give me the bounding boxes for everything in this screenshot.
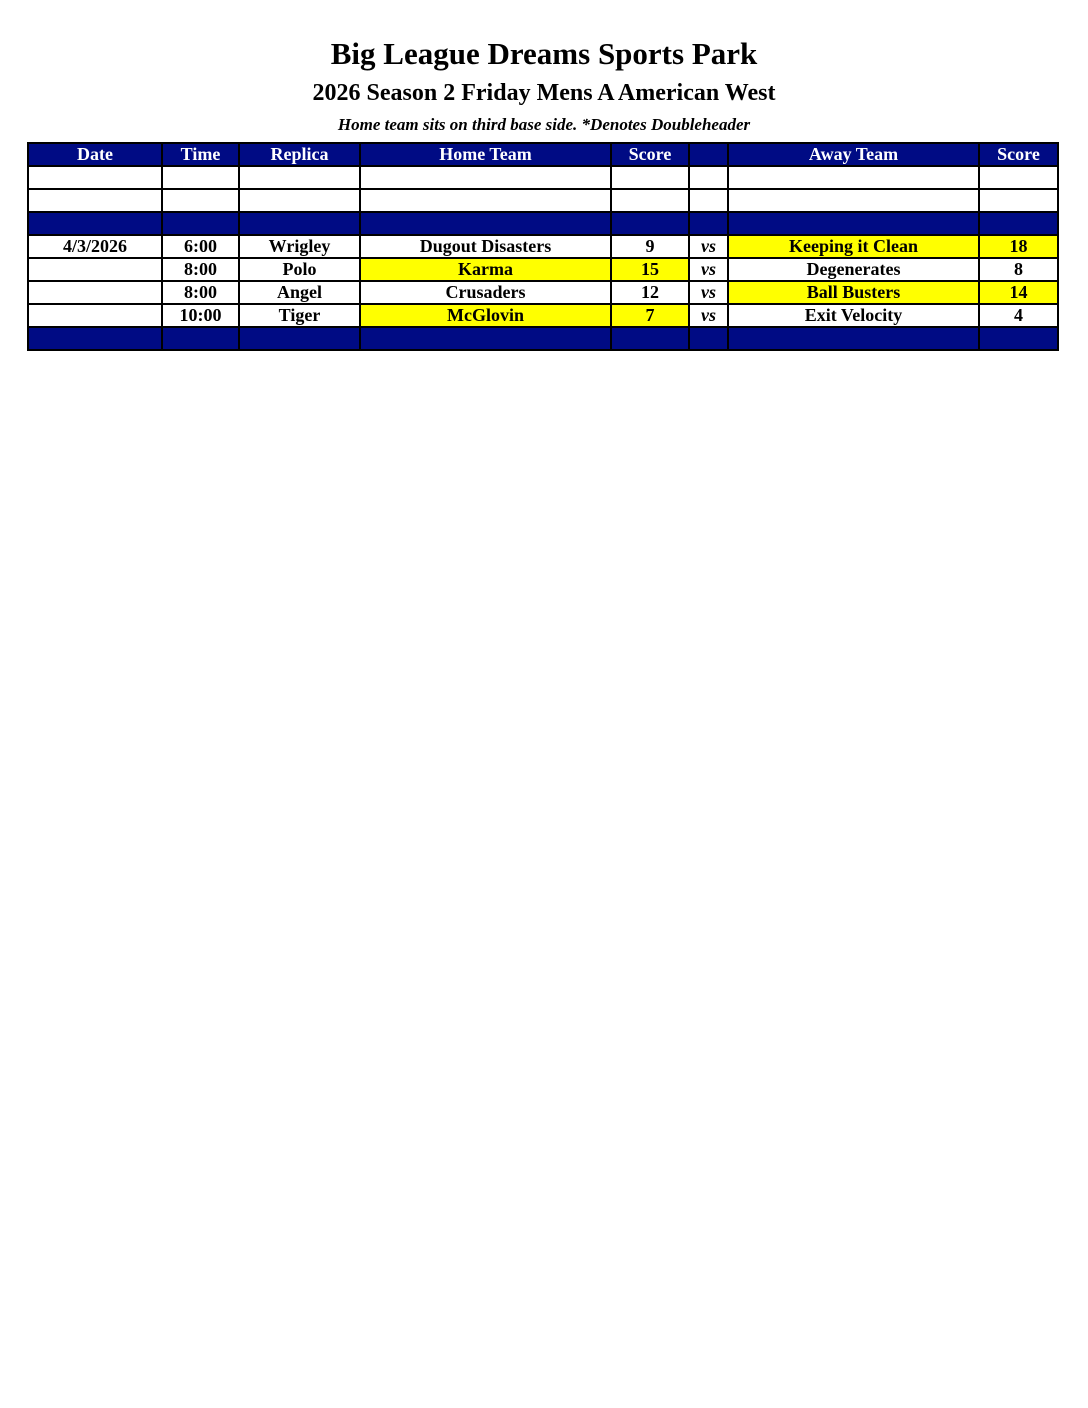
home-score: 7 <box>611 304 689 327</box>
away-score: 18 <box>979 235 1058 258</box>
column-header-home-score: Score <box>611 143 689 166</box>
schedule-note: Home team sits on third base side. *Denotes Doubleheader <box>337 115 751 134</box>
page-subtitle: 2026 Season 2 Friday Mens A American West <box>312 80 776 106</box>
game-time: 10:00 <box>162 304 239 327</box>
game-field: Tiger <box>239 304 360 327</box>
game-row <box>28 281 1058 304</box>
game-time: 6:00 <box>162 235 239 258</box>
vs-label: vs <box>689 304 728 327</box>
game-field: Angel <box>239 281 360 304</box>
game-date <box>28 258 162 281</box>
column-header-time: Time <box>162 143 239 166</box>
separator-row <box>28 327 1058 350</box>
away-team: Ball Busters <box>728 281 979 304</box>
home-team: Crusaders <box>360 281 611 304</box>
schedule-table <box>27 142 1059 351</box>
vs-label: vs <box>689 281 728 304</box>
column-header-away-team: Away Team <box>728 143 979 166</box>
column-header-date: Date <box>28 143 162 166</box>
home-team: Dugout Disasters <box>360 235 611 258</box>
away-score: 4 <box>979 304 1058 327</box>
empty-row <box>28 166 1058 189</box>
game-field: Polo <box>239 258 360 281</box>
away-score: 8 <box>979 258 1058 281</box>
away-score: 14 <box>979 281 1058 304</box>
away-team: Keeping it Clean <box>728 235 979 258</box>
separator-row <box>28 212 1058 235</box>
home-score: 12 <box>611 281 689 304</box>
game-date: 4/3/2026 <box>28 235 162 258</box>
game-field: Wrigley <box>239 235 360 258</box>
game-date <box>28 281 162 304</box>
game-row <box>28 258 1058 281</box>
vs-label: vs <box>689 258 728 281</box>
column-header-away-score: Score <box>979 143 1058 166</box>
game-time: 8:00 <box>162 281 239 304</box>
page-title: Big League Dreams Sports Park <box>330 36 758 71</box>
game-date <box>28 304 162 327</box>
game-row <box>28 304 1058 327</box>
column-header-replica: Replica <box>239 143 360 166</box>
game-time: 8:00 <box>162 258 239 281</box>
vs-label: vs <box>689 235 728 258</box>
header-row <box>28 143 1058 166</box>
column-header-home-team: Home Team <box>360 143 611 166</box>
column-header-vs <box>689 143 728 166</box>
home-team: McGlovin <box>360 304 611 327</box>
away-team: Exit Velocity <box>728 304 979 327</box>
home-team: Karma <box>360 258 611 281</box>
home-score: 15 <box>611 258 689 281</box>
away-team: Degenerates <box>728 258 979 281</box>
empty-row <box>28 189 1058 212</box>
game-row <box>28 235 1058 258</box>
home-score: 9 <box>611 235 689 258</box>
